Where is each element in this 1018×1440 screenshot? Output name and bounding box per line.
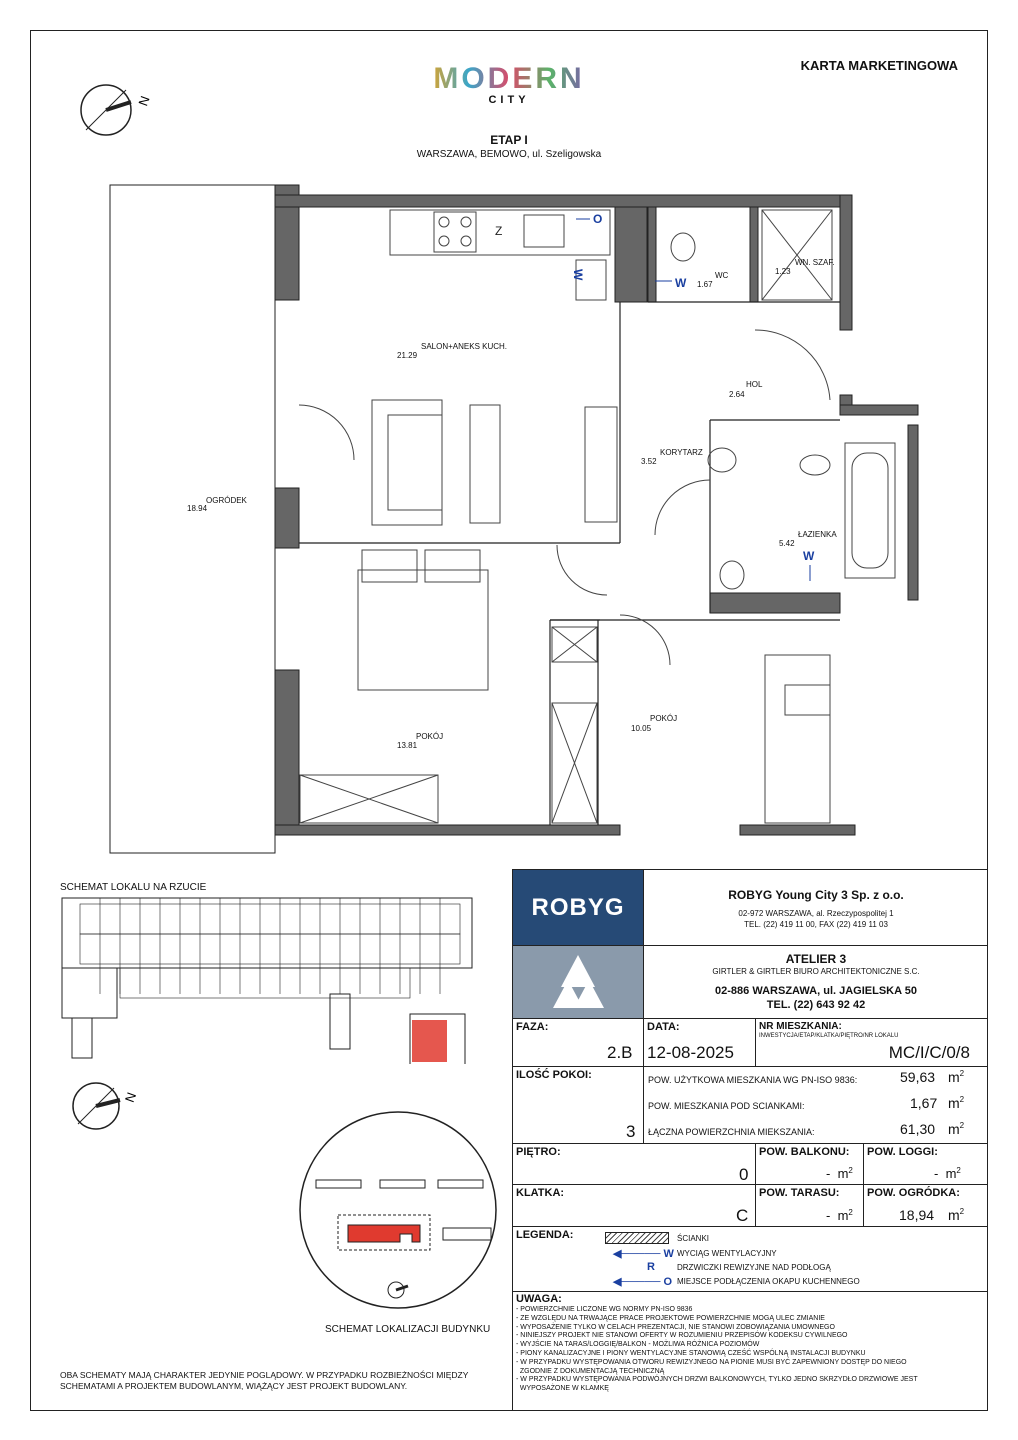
- room-wc-area: 1.67: [697, 280, 713, 289]
- taras-label: POW. TARASU:: [759, 1187, 840, 1199]
- nr-value: MC/I/C/0/8: [888, 1043, 970, 1062]
- grid-h-1: [512, 1018, 988, 1019]
- klatka-label: KLATKA:: [516, 1187, 565, 1199]
- nr-label: NR MIESZKANIA:: [759, 1021, 842, 1032]
- room-hol-name: HOL: [746, 380, 763, 389]
- room-korytarz-name: KORYTARZ: [660, 448, 703, 457]
- pietro-value: 0: [739, 1165, 749, 1184]
- architect-address: 02-886 WARSZAWA, ul. JAGIELSKA 50: [715, 985, 917, 997]
- building-floor-schema: [60, 894, 480, 1064]
- room-wnszaf-name: WN. SZAF.: [795, 258, 835, 267]
- nr-sublabel: INWESTYCJA/ETAP/KLATKA/PIĘTRO/NR LOKALU: [759, 1033, 899, 1039]
- legend-hatch-swatch: [605, 1232, 669, 1244]
- legend-item-scianki: ŚCIANKI: [677, 1234, 710, 1243]
- uwagi-item: - W PRZYPADKU WYSTĘPOWANIA PODWÓJNYCH DRZWI BALKONOWYCH, TYLKO JEDNO SKRZYDŁO DRZWIOWE JEST: [516, 1376, 918, 1384]
- north-compass-icon-small: [68, 1078, 158, 1138]
- legend-mark-r: R: [647, 1261, 655, 1273]
- uwagi-title: UWAGA:: [516, 1293, 562, 1305]
- pokoje-value: 3: [626, 1122, 636, 1141]
- north-compass-icon: [76, 80, 166, 140]
- architect-name: ATELIER 3: [785, 952, 847, 966]
- balkon-value: - $m^2$: [826, 1166, 853, 1181]
- faza-label: FAZA:: [516, 1021, 549, 1033]
- klatka-value: C: [736, 1206, 749, 1225]
- svg-text:Z: Z: [495, 224, 503, 238]
- balkon-label: POW. BALKONU:: [759, 1146, 850, 1158]
- svg-text:W: W: [571, 269, 585, 281]
- loggia-value: - $m^2$: [934, 1166, 961, 1181]
- legend-item-w: WYCIĄG WENTYLACYJNY: [677, 1249, 777, 1258]
- pow-uzytkowa-value: 59,63: [900, 1069, 936, 1085]
- room-ogrodek-area: 18.94: [187, 504, 208, 513]
- pow-uzytkowa-label: POW. UŻYTKOWA MIESZKANIA WG PN-ISO 9836:: [648, 1075, 858, 1085]
- grid-h-2: [512, 1066, 988, 1067]
- pow-laczna-label: ŁĄCZNA POWIERZCHNIA MIEKSZANIA:: [648, 1127, 815, 1137]
- uwagi-item: - PIONY KANALIZACYJNE I PIONY WENTYLACYJNE STANOWIĄ CZEŚĆ WSPÓLNĄ INSTALACJI BUDYNKU: [516, 1349, 866, 1357]
- grid-h-6: [512, 1291, 988, 1292]
- room-ogrodek-name: OGRÓDEK: [206, 496, 247, 505]
- grid-v-faza: [643, 1018, 644, 1066]
- grid-v-logo: [643, 869, 644, 1018]
- plan-mark-o: O: [593, 212, 603, 226]
- svg-text:N: N: [135, 93, 153, 108]
- grid-h-logo: [512, 945, 988, 946]
- developer-address: 02-972 WARSZAWA, al. Rzeczypospolitej 1: [738, 909, 894, 918]
- pietro-label: PIĘTRO:: [516, 1146, 561, 1158]
- floor-plan: [100, 175, 920, 865]
- developer-name: ROBYG Young City 3 Sp. z o.o.: [728, 888, 904, 902]
- svg-text:W: W: [675, 276, 687, 290]
- legend-item-o: MIEJSCE PODŁĄCZENIA OKAPU KUCHENNEGO: [677, 1277, 860, 1286]
- unit-m2-1: $m^2$: [948, 1069, 965, 1085]
- card-title: KARTA MARKETINGOWA: [800, 58, 958, 73]
- legend-title: LEGENDA:: [516, 1229, 574, 1241]
- loggia-label: POW. LOGGI:: [867, 1146, 938, 1158]
- pow-laczna-value: 61,30: [900, 1121, 936, 1137]
- unit-m2-3: $m^2$: [948, 1121, 965, 1137]
- faza-value: 2.B: [607, 1043, 633, 1062]
- room-pokoj1-name: POKÓJ: [416, 732, 444, 741]
- room-salon-area: 21.29: [397, 351, 418, 360]
- uwagi-item: - NINIEJSZY PROJEKT NIE STANOWI OFERTY W ROZUMIENIU PRZEPISÓW KODEKSU CYWILNEGO: [516, 1332, 848, 1340]
- apartment-highlight: [412, 1020, 447, 1062]
- uwagi-item: - WYJŚCIE NA TARAS/LOGGIĘ/BALKON - MOŻLIWA RÓŻNICA POZIOMÓW: [516, 1341, 760, 1349]
- uwagi-item: WYPOSAŻONE W KLAMKĘ: [516, 1385, 609, 1393]
- ogrodek-value: 18,94: [899, 1207, 935, 1223]
- svg-text:N: N: [121, 1090, 140, 1105]
- uwagi-item: - ZE WZGLĘDU NA TRWAJĄCE PRACE PROJEKTOWE POWIERZCHNIE MOGĄ ULEC ZMIANIE: [516, 1314, 825, 1322]
- data-value: 12-08-2025: [647, 1043, 734, 1062]
- unit-m2-ogrodek: $m^2$: [948, 1207, 965, 1223]
- uwagi-item: - W PRZYPADKU WYSTĘPOWANIA OTWORU REWIZYJNEGO NA PIONIE MUSI BYĆ ZAPEWNIONY DOSTĘP DO NIEGO: [516, 1358, 907, 1366]
- room-pokoj2-name: POKÓJ: [650, 714, 678, 723]
- legend-mark-w: ◀───── W: [613, 1248, 674, 1260]
- architect-firm: GIRTLER & GIRTLER BIURO ARCHITEKTONICZNE S.C.: [712, 967, 920, 976]
- svg-text:W: W: [803, 549, 815, 563]
- pow-scianki-label: POW. MIESZKANIA POD SCIANKAMI:: [648, 1101, 805, 1111]
- room-hol-area: 2.64: [729, 390, 745, 399]
- room-korytarz-area: 3.52: [641, 457, 657, 466]
- legend-item-r: DRZWICZKI REWIZYJNE NAD PODŁOGĄ: [677, 1263, 831, 1272]
- logo-wordmark: MODERN: [428, 64, 590, 94]
- developer-phone: TEL. (22) 419 11 00, FAX (22) 419 11 03: [744, 920, 888, 929]
- room-lazienka-name: ŁAZIENKA: [798, 530, 837, 539]
- uwagi-item: - WYPOSAŻENIE TYLKO W CELACH PREZENTACJI, NIE STANOWI ZOBOWIĄZANIA UMOWNEGO: [516, 1323, 835, 1331]
- uwagi-list: [516, 1306, 981, 1394]
- grid-h-top: [512, 869, 988, 870]
- grid-h-5: [512, 1226, 988, 1227]
- room-pokoj2-area: 10.05: [631, 724, 652, 733]
- room-wc-name: WC: [715, 271, 729, 280]
- unit-m2-2: $m^2$: [948, 1095, 965, 1111]
- grid-h-3: [512, 1143, 988, 1144]
- modern-city-logo: [428, 64, 590, 106]
- room-lazienka-area: 5.42: [779, 539, 795, 548]
- taras-value: - $m^2$: [826, 1208, 853, 1223]
- grid-h-4: [512, 1184, 988, 1185]
- location-schema-title: SCHEMAT LOKALIZACJI BUDYNKU: [325, 1324, 491, 1335]
- robyg-logo: ROBYG: [513, 870, 643, 945]
- room-pokoj1-area: 13.81: [397, 741, 418, 750]
- logo-subword: CITY: [488, 94, 530, 106]
- grid-v-left: [512, 869, 513, 1411]
- grid-v-data: [755, 1018, 756, 1066]
- schemat-title: SCHEMAT LOKALU NA RZUCIE: [60, 882, 207, 893]
- uwagi-item: ZGODNIE Z DOKUMENTACJĄ TECHNICZNĄ: [516, 1367, 665, 1375]
- legend-mark-o: ◀───── O: [613, 1276, 673, 1288]
- room-wnszaf-area: 1.23: [775, 267, 791, 276]
- pow-scianki-value: 1,67: [910, 1095, 938, 1111]
- uwagi-item: - POWIERZCHNIE LICZONE WG NORMY PN-ISO 9836: [516, 1306, 693, 1313]
- garden-outline: [110, 185, 275, 853]
- atelier-logo: [513, 945, 643, 1018]
- building-location-map: [298, 1110, 498, 1310]
- ogrodek-label: POW. OGRÓDKA:: [867, 1187, 960, 1199]
- architect-phone: TEL. (22) 643 92 42: [766, 999, 866, 1011]
- grid-v-pokoje: [643, 1066, 644, 1143]
- stage-title: ETAP I: [490, 133, 528, 147]
- data-label: DATA:: [647, 1021, 680, 1033]
- address-subtitle: WARSZAWA, BEMOWO, ul. Szeligowska: [416, 149, 602, 160]
- pokoje-label: ILOŚĆ POKOI:: [516, 1069, 592, 1081]
- schema-note: OBA SCHEMATY MAJĄ CHARAKTER JEDYNIE POGLĄDOWY. W PRZYPADKU ROZBIEŻNOŚCI MIĘDZY SCHEMATAMI A PROJEKTEM BUDOWLANYM, WIĄŻĄCY JEST PROJEKT BUDOWLANY.: [60, 1370, 469, 1391]
- room-salon-name: SALON+ANEKS KUCH.: [421, 342, 508, 351]
